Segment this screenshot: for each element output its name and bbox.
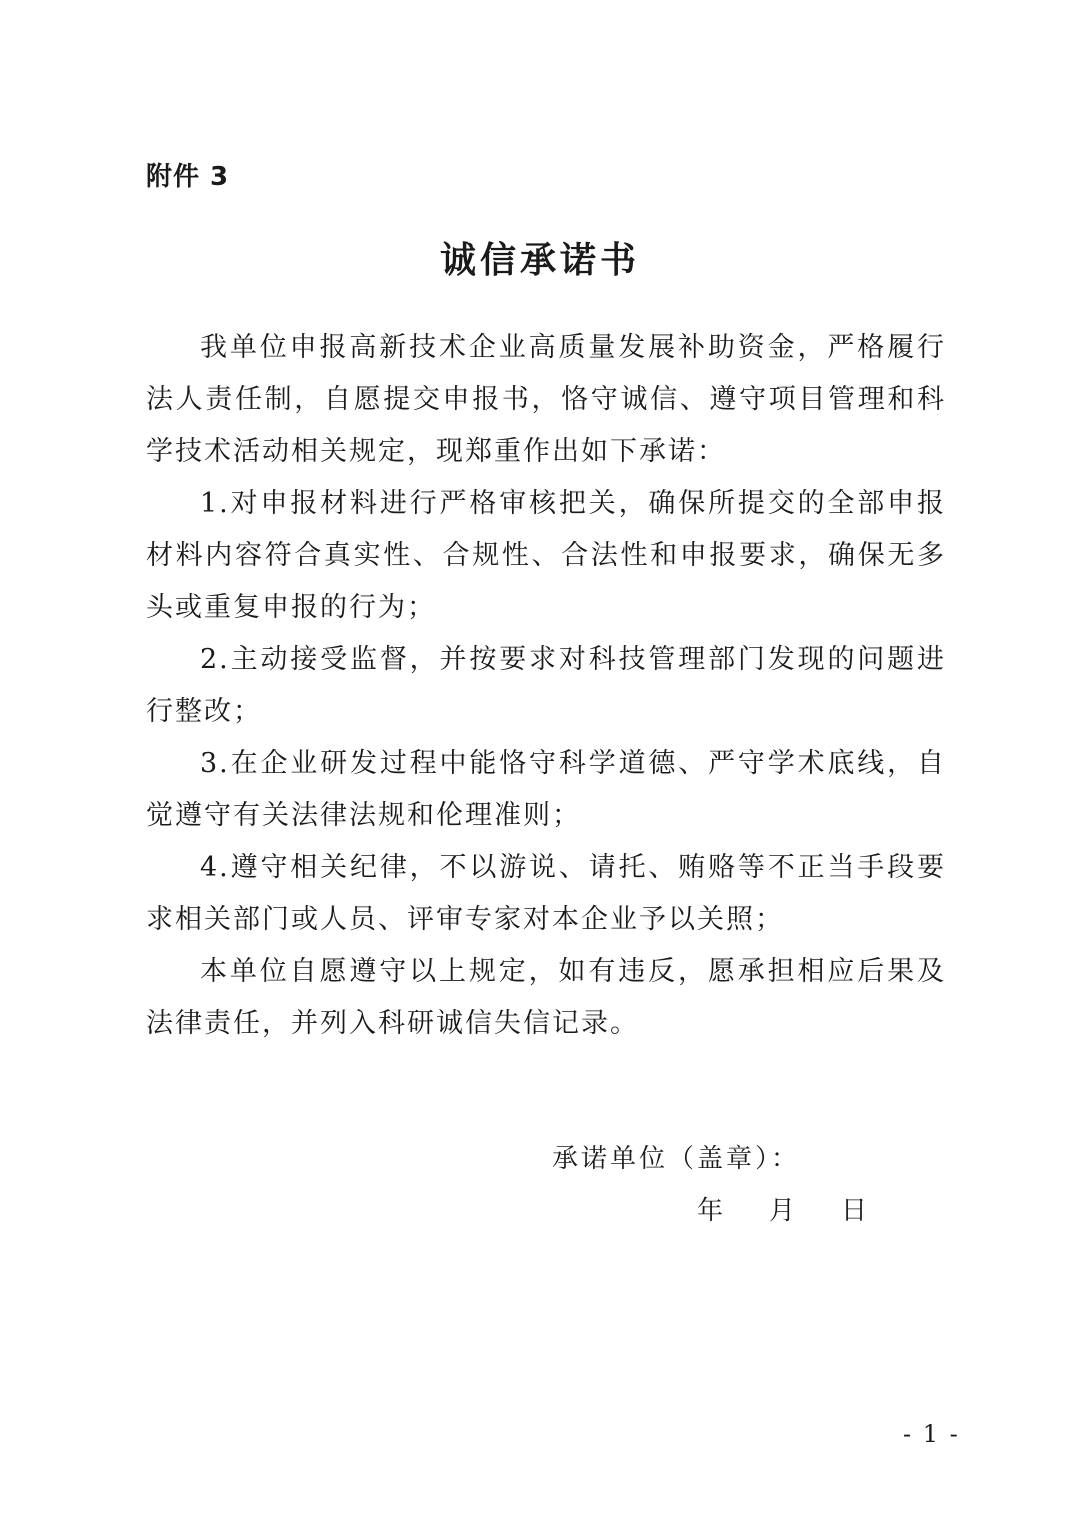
paragraph-item-4: 4.遵守相关纪律，不以游说、请托、贿赂等不正当手段要求相关部门或人员、评审专家对本企业予以关照；: [146, 852, 946, 935]
paragraph-intro: 我单位申报高新技术企业高质量发展补助资金，严格履行法人责任制，自愿提交申报书，恪守诚信、遵守项目管理和科学技术活动相关规定，现郑重作出如下承诺：: [146, 332, 946, 467]
date-year-label: 年: [697, 1196, 724, 1226]
attachment-label: 附件 3: [146, 162, 230, 192]
paragraph-item-2: 2.主动接受监督，并按要求对科技管理部门发现的问题进行整改；: [146, 644, 946, 727]
signature-date: [697, 1190, 867, 1227]
paragraph-closing: 本单位自愿遵守以上规定，如有违反，愿承担相应后果及法律责任，并列入科研诚信失信记录。: [146, 956, 946, 1039]
page-number: - 1 -: [903, 1420, 960, 1448]
paragraph-item-1: 1.对申报材料进行严格审核把关，确保所提交的全部申报材料内容符合真实性、合规性、合法性和申报要求，确保无多头或重复申报的行为；: [146, 488, 946, 623]
document-body: [146, 322, 946, 1050]
signature-unit-label: 承诺单位（盖章）：: [552, 1144, 801, 1174]
paragraph-item-3: 3.在企业研发过程中能恪守科学道德、严守学术底线，自觉遵守有关法律法规和伦理准则；: [146, 748, 946, 831]
document-title: 诚信承诺书: [439, 240, 640, 281]
date-month-label: 月: [769, 1196, 796, 1226]
date-day-label: 日: [841, 1196, 868, 1226]
